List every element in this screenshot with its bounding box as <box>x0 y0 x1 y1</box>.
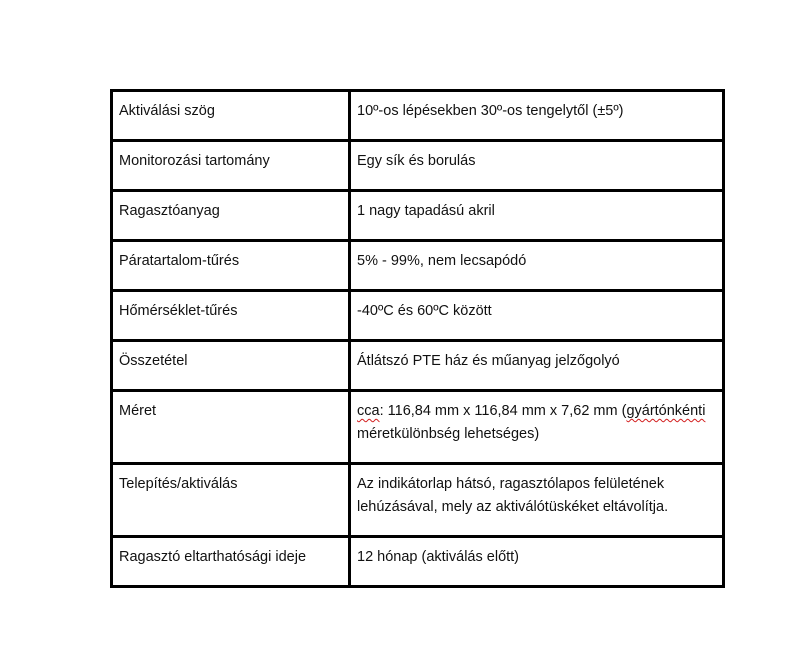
table-row <box>112 341 724 391</box>
table-row <box>112 464 724 537</box>
table-row <box>112 291 724 341</box>
table-row <box>112 141 724 191</box>
value-cell: 1 nagy tapadású akril <box>350 191 724 241</box>
label-cell: Hőmérséklet-tűrés <box>112 291 350 341</box>
spec-table <box>110 89 725 588</box>
value-cell <box>350 391 724 464</box>
table-row <box>112 537 724 587</box>
table-row <box>112 91 724 141</box>
label-cell: Méret <box>112 391 350 464</box>
label-cell: Aktiválási szög <box>112 91 350 141</box>
spellcheck-flagged-word[interactable]: gyártónkénti <box>626 403 706 419</box>
label-cell: Telepítés/aktiválás <box>112 464 350 537</box>
table-row <box>112 191 724 241</box>
value-cell: Átlátszó PTE ház és műanyag jelzőgolyó <box>350 341 724 391</box>
table-row <box>112 241 724 291</box>
spellcheck-flagged-word[interactable]: cca <box>357 403 380 419</box>
label-cell: Ragasztóanyag <box>112 191 350 241</box>
label-cell: Páratartalom-tűrés <box>112 241 350 291</box>
table-row <box>112 391 724 464</box>
value-cell: -40ºC és 60ºC között <box>350 291 724 341</box>
value-cell: 5% - 99%, nem lecsapódó <box>350 241 724 291</box>
label-cell: Összetétel <box>112 341 350 391</box>
size-text: : 116,84 mm x 116,84 mm x 7,62 mm ( <box>379 403 627 419</box>
label-cell: Ragasztó eltarthatósági ideje <box>112 537 350 587</box>
value-cell: 10º-os lépésekben 30º-os tengelytől (±5º) <box>350 91 724 141</box>
size-note-text: méretkülönbség lehetséges) <box>357 426 540 442</box>
value-cell: 12 hónap (aktiválás előtt) <box>350 537 724 587</box>
value-cell: Az indikátorlap hátsó, ragasztólapos felületének lehúzásával, mely az aktiválótüskéket eltávolítja. <box>350 464 724 537</box>
label-cell: Monitorozási tartomány <box>112 141 350 191</box>
value-cell: Egy sík és borulás <box>350 141 724 191</box>
